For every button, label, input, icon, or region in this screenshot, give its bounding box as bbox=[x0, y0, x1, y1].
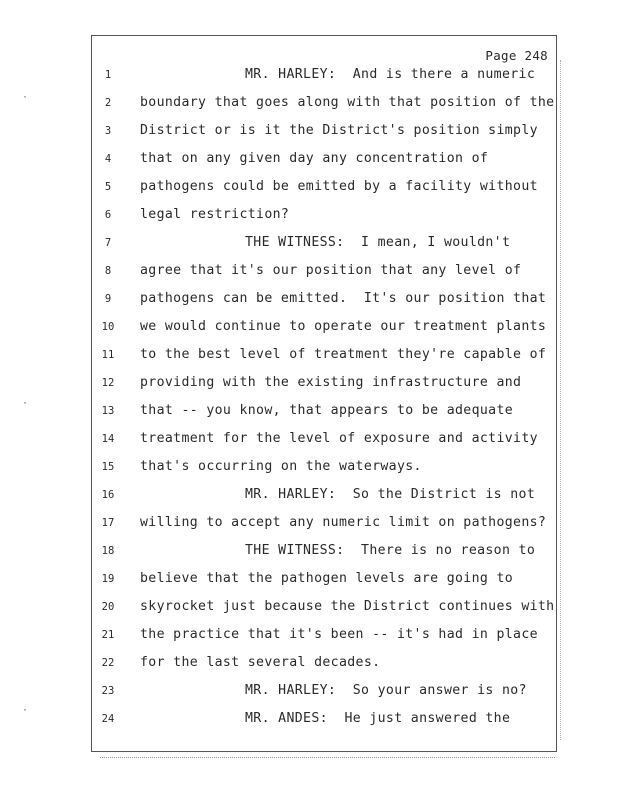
transcript-line bbox=[0, 571, 618, 591]
line-text: MR. HARLEY: And is there a numeric bbox=[245, 67, 536, 82]
line-number: 6 bbox=[104, 209, 112, 221]
line-number: 8 bbox=[104, 265, 112, 277]
line-text: that on any given day any concentration of bbox=[140, 151, 489, 166]
line-text: to the best level of treatment they're capable of bbox=[140, 347, 547, 362]
line-number: 13 bbox=[101, 405, 115, 417]
line-text: pathogens can be emitted. It's our position that bbox=[140, 291, 547, 306]
transcript-line bbox=[0, 347, 618, 367]
line-number: 7 bbox=[104, 237, 112, 249]
margin-speck: · bbox=[22, 398, 29, 409]
line-text: willing to accept any numeric limit on pathogens? bbox=[140, 515, 547, 530]
transcript-line bbox=[0, 319, 618, 339]
transcript-line bbox=[0, 291, 618, 311]
transcript-line bbox=[0, 151, 618, 171]
margin-speck: · bbox=[22, 92, 29, 103]
line-text: MR. HARLEY: So your answer is no? bbox=[245, 683, 527, 698]
transcript-line bbox=[0, 403, 618, 423]
line-text: District or is it the District's position simply bbox=[140, 123, 538, 138]
line-number: 14 bbox=[101, 433, 115, 445]
line-text: the practice that it's been -- it's had in place bbox=[140, 627, 538, 642]
line-number: 18 bbox=[101, 545, 115, 557]
transcript-line bbox=[0, 487, 618, 507]
transcript-line bbox=[0, 263, 618, 283]
line-text: that's occurring on the waterways. bbox=[140, 459, 422, 474]
transcript-line bbox=[0, 375, 618, 395]
line-text: MR. HARLEY: So the District is not bbox=[245, 487, 536, 502]
line-text: pathogens could be emitted by a facility without bbox=[140, 179, 538, 194]
line-number: 16 bbox=[101, 489, 115, 501]
transcript-line bbox=[0, 235, 618, 255]
line-number: 9 bbox=[104, 293, 112, 305]
line-number: 10 bbox=[101, 321, 115, 333]
line-number: 12 bbox=[101, 377, 115, 389]
line-text: THE WITNESS: I mean, I wouldn't bbox=[245, 235, 511, 250]
line-text: agree that it's our position that any level of bbox=[140, 263, 522, 278]
transcript-line bbox=[0, 207, 618, 227]
line-text: providing with the existing infrastructure and bbox=[140, 375, 522, 390]
line-text: that -- you know, that appears to be adequate bbox=[140, 403, 514, 418]
line-number: 4 bbox=[104, 153, 112, 165]
line-text: boundary that goes along with that position of the bbox=[140, 95, 555, 110]
line-number: 19 bbox=[101, 573, 115, 585]
line-text: MR. ANDES: He just answered the bbox=[245, 711, 511, 726]
line-text: believe that the pathogen levels are going to bbox=[140, 571, 514, 586]
line-number: 2 bbox=[104, 97, 112, 109]
transcript-line bbox=[0, 627, 618, 647]
line-number: 24 bbox=[101, 713, 115, 725]
transcript-line bbox=[0, 599, 618, 619]
line-text: for the last several decades. bbox=[140, 655, 381, 670]
line-text: skyrocket just because the District continues with bbox=[140, 599, 555, 614]
line-number: 21 bbox=[101, 629, 115, 641]
transcript-line bbox=[0, 711, 618, 731]
bottom-rule bbox=[100, 757, 555, 758]
line-number: 20 bbox=[101, 601, 115, 613]
line-number: 11 bbox=[101, 349, 115, 361]
transcript-line bbox=[0, 179, 618, 199]
transcript-line bbox=[0, 123, 618, 143]
margin-speck: · bbox=[22, 705, 29, 716]
line-number: 15 bbox=[101, 461, 115, 473]
transcript-line bbox=[0, 543, 618, 563]
line-number: 1 bbox=[104, 69, 112, 81]
transcript-line bbox=[0, 431, 618, 451]
line-text: we would continue to operate our treatment plants bbox=[140, 319, 547, 334]
line-number: 22 bbox=[101, 657, 115, 669]
page-number: Page 248 bbox=[485, 48, 548, 63]
transcript-line bbox=[0, 67, 618, 87]
transcript-line bbox=[0, 459, 618, 479]
transcript-line bbox=[0, 515, 618, 535]
line-number: 17 bbox=[101, 517, 115, 529]
line-text: THE WITNESS: There is no reason to bbox=[245, 543, 536, 558]
line-text: treatment for the level of exposure and activity bbox=[140, 431, 538, 446]
transcript-line bbox=[0, 95, 618, 115]
transcript-line bbox=[0, 683, 618, 703]
line-number: 5 bbox=[104, 181, 112, 193]
line-text: legal restriction? bbox=[140, 207, 290, 222]
line-number: 23 bbox=[101, 685, 115, 697]
line-number: 3 bbox=[104, 125, 112, 137]
transcript-line bbox=[0, 655, 618, 675]
